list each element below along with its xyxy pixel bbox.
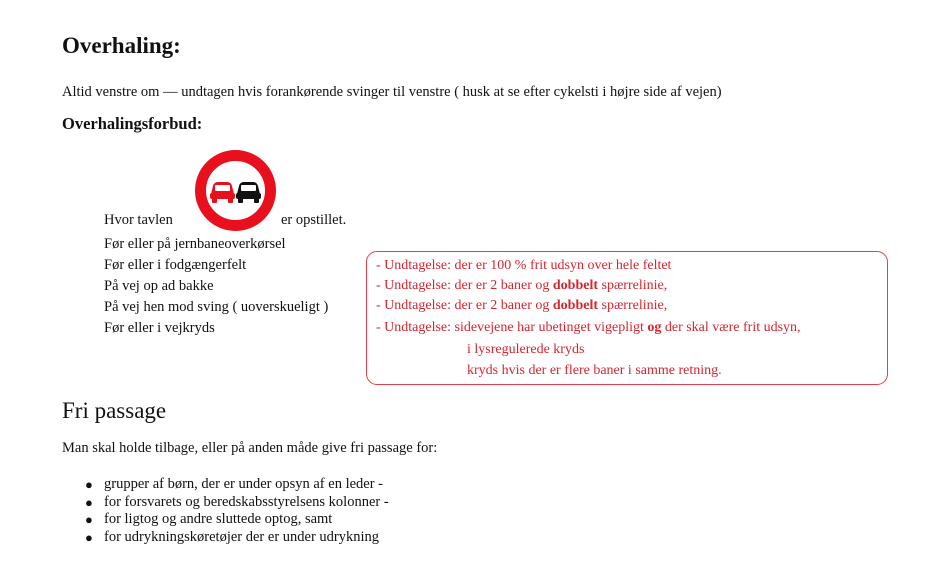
exception-continuation: i lysregulerede kryds (467, 342, 585, 357)
sign-line-prefix: Hvor tavlen (104, 212, 173, 228)
rule-item: Før eller på jernbaneoverkørsel (104, 236, 286, 252)
bullet-icon: ● (85, 529, 93, 545)
section-subtitle-overhalingsforbud: Overhalingsforbud: (62, 114, 203, 133)
list-item-text: grupper af børn, der er under opsyn af en leder - (104, 476, 384, 492)
list-item-text: for forsvarets og beredskabsstyrelsens kolonner - (104, 493, 389, 510)
list-item-text: for udrykningskøretøjer der er under udrykning (104, 528, 380, 545)
bullet-icon: ● (85, 477, 93, 492)
exception-text: spærrelinie, (598, 278, 668, 293)
exception-line (376, 298, 667, 314)
exception-bold: og (647, 320, 662, 335)
exception-text: - Undtagelse: der er 2 baner og (376, 278, 553, 293)
rule-item: På vej op ad bakke (104, 278, 214, 294)
rule-item: På vej hen mod sving ( uoverskueligt ) (104, 299, 329, 315)
bullet-icon: ● (85, 494, 93, 510)
list-item (82, 476, 389, 494)
exception-bold: dobbelt (552, 298, 598, 313)
exception-text: - Undtagelse: der er 100 % frit udsyn over hele feltet (376, 258, 672, 273)
exception-text: - Undtagelse: sidevejene har ubetinget vigepligt (376, 320, 648, 335)
exception-text: - Undtagelse: der er 2 baner og (376, 298, 553, 313)
bullet-icon: ● (85, 512, 93, 527)
list-item (82, 529, 389, 547)
exception-bold: dobbelt (552, 278, 598, 293)
exception-line (376, 278, 667, 294)
exception-text: spærrelinie, (598, 298, 668, 313)
exception-text: der skal være frit udsyn, (661, 320, 801, 335)
list-item-text: for ligtog og andre sluttede optog, samt (104, 511, 333, 527)
exception-line (376, 320, 801, 336)
fri-passage-lead-text: Man skal holde tilbage, eller på anden måde give fri passage for: (62, 440, 438, 456)
list-item (82, 494, 389, 512)
list-item (82, 511, 389, 529)
section-title-fri-passage: Fri passage (62, 398, 167, 423)
exception-line (376, 258, 671, 274)
rule-item: Før eller i vejkryds (104, 320, 215, 336)
sign-line-suffix: er opstillet. (281, 212, 347, 228)
rule-item: Før eller i fodgængerfelt (104, 257, 247, 273)
section-title-overhaling: Overhaling: (62, 33, 181, 58)
overhaling-intro-text: Altid venstre om — undtagen hvis forankørende svinger til venstre ( husk at se efter cykelsti i højre side af vejen) (62, 84, 722, 100)
fri-passage-list (82, 476, 389, 546)
exception-continuation: kryds hvis der er flere baner i samme retning. (467, 363, 722, 378)
no-overtaking-sign-icon (194, 149, 277, 232)
